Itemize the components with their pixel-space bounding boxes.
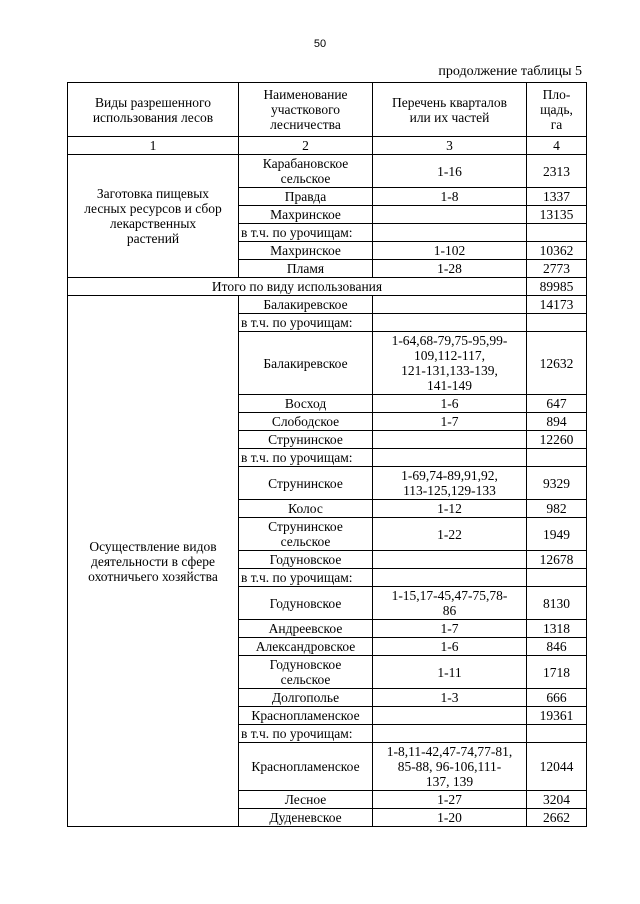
cell-text-line: в т.ч. по урочищам: (241, 315, 353, 330)
forestry-name-cell (239, 188, 373, 206)
cell-text-line: Виды разрешенного (95, 94, 211, 110)
table-caption: продолжение таблицы 5 (438, 64, 582, 79)
area-cell (527, 569, 587, 587)
cell-text-line: в т.ч. по урочищам: (241, 570, 353, 585)
area-cell (527, 224, 587, 242)
area-cell: 1718 (527, 656, 587, 689)
quarters-cell (373, 518, 527, 551)
quarters-cell (373, 206, 527, 224)
quarters-cell (373, 332, 527, 395)
quarters-cell (373, 791, 527, 809)
quarters-cell (373, 656, 527, 689)
cell-text-line: Андреевское (268, 621, 343, 636)
column-number-row (68, 137, 587, 155)
cell-text-line: Струнинское (268, 475, 343, 491)
column-header (239, 83, 373, 137)
column-number: 2 (239, 137, 373, 155)
cell-text-line: га (550, 117, 563, 132)
forestry-name-cell (239, 332, 373, 395)
quarters-cell (373, 224, 527, 242)
quarters-cell (373, 242, 527, 260)
quarters-cell (373, 155, 527, 188)
forestry-name-cell (239, 638, 373, 656)
quarters-cell (373, 587, 527, 620)
cell-text-line: 113-125,129-133 (403, 483, 496, 498)
column-header (527, 83, 587, 137)
cell-text-line: Краснопламенское (251, 759, 360, 774)
area-cell: 10362 (527, 242, 587, 260)
forestry-name-cell (239, 743, 373, 791)
area-cell: 2662 (527, 809, 587, 827)
forestry-name-cell (239, 551, 373, 569)
area-cell: 8130 (527, 587, 587, 620)
forestry-name-cell (239, 431, 373, 449)
quarters-cell (373, 809, 527, 827)
cell-text-line: лесных ресурсов и сбор (84, 201, 222, 216)
total-area: 89985 (527, 278, 587, 296)
cell-text-line: в т.ч. по урочищам: (241, 726, 353, 741)
quarters-cell (373, 314, 527, 332)
cell-text-line: 1-3 (440, 690, 459, 705)
forestry-name-cell (239, 395, 373, 413)
forestry-name-cell (239, 620, 373, 638)
forestry-name-cell (239, 569, 373, 587)
cell-text-line: Годуновское (269, 552, 342, 567)
table-row (68, 155, 587, 188)
quarters-cell (373, 500, 527, 518)
area-cell: 666 (527, 689, 587, 707)
column-number: 4 (527, 137, 587, 155)
cell-text-line: 1-15,17-45,47-75,78- (391, 588, 508, 603)
cell-text-line: 1-12 (437, 501, 462, 516)
area-cell: 13135 (527, 206, 587, 224)
area-cell (527, 449, 587, 467)
cell-text-line: 1-102 (433, 243, 466, 258)
quarters-cell (373, 413, 527, 431)
cell-text-line: лекарственных (109, 216, 197, 231)
cell-text-line: Александровское (255, 639, 356, 654)
cell-text-line: 1-11 (437, 664, 462, 680)
quarters-cell (373, 395, 527, 413)
quarters-cell (373, 725, 527, 743)
column-number: 3 (373, 137, 527, 155)
area-cell: 2313 (527, 155, 587, 188)
cell-text-line: Правда (284, 189, 327, 204)
cell-text-line: Осуществление видов (89, 538, 217, 554)
area-cell: 1318 (527, 620, 587, 638)
cell-text-line: сельское (280, 672, 331, 687)
area-cell: 14173 (527, 296, 587, 314)
cell-text-line: 1-7 (440, 414, 459, 429)
cell-text-line: 1-22 (437, 526, 462, 542)
area-cell (527, 725, 587, 743)
cell-text-line: Лесное (284, 792, 327, 807)
use-type-cell (68, 155, 239, 278)
cell-text-line: Карабановское (262, 156, 349, 171)
cell-text-line: сельское (280, 171, 331, 186)
header-row (68, 83, 587, 137)
cell-text-line: Краснопламенское (251, 708, 360, 723)
area-cell: 12260 (527, 431, 587, 449)
forestry-name-cell (239, 518, 373, 551)
column-header (373, 83, 527, 137)
area-cell: 12044 (527, 743, 587, 791)
quarters-cell (373, 689, 527, 707)
page-number: 50 (313, 38, 327, 50)
forestry-name-cell (239, 242, 373, 260)
forestry-name-cell (239, 155, 373, 188)
cell-text-line: 86 (442, 603, 457, 618)
cell-text-line: 141-149 (427, 378, 472, 393)
forestry-name-cell (239, 260, 373, 278)
use-type-cell (68, 296, 239, 827)
quarters-cell (373, 551, 527, 569)
quarters-cell (373, 260, 527, 278)
cell-text-line: в т.ч. по урочищам: (241, 225, 353, 240)
area-cell: 846 (527, 638, 587, 656)
cell-text-line: щадь, (540, 102, 573, 117)
forestry-name-cell (239, 500, 373, 518)
area-cell: 894 (527, 413, 587, 431)
cell-text-line: Годуновское (269, 595, 342, 611)
forestry-name-cell (239, 809, 373, 827)
cell-text-line: Балакиревское (263, 297, 348, 312)
cell-text-line: использования лесов (92, 109, 214, 125)
quarters-cell (373, 188, 527, 206)
cell-text-line: или их частей (409, 109, 490, 125)
cell-text-line: 1-8,11-42,47-74,77-81, (386, 744, 513, 759)
quarters-cell (373, 449, 527, 467)
quarters-cell (373, 569, 527, 587)
cell-text-line: Дуденевское (269, 810, 342, 825)
column-number: 1 (68, 137, 239, 155)
cell-text-line: деятельности в сфере (90, 553, 216, 569)
area-cell: 19361 (527, 707, 587, 725)
forestry-name-cell (239, 413, 373, 431)
cell-text-line: 1-8 (440, 189, 459, 204)
cell-text-line: лесничества (270, 117, 341, 132)
cell-text-line: охотничьего хозяйства (88, 568, 218, 584)
cell-text-line: 1-27 (437, 792, 462, 807)
cell-text-line: Балакиревское (263, 355, 348, 371)
cell-text-line: 121-131,133-139, (401, 363, 498, 378)
cell-text-line: Заготовка пищевых (96, 186, 210, 201)
forestry-name-cell (239, 725, 373, 743)
area-cell: 1949 (527, 518, 587, 551)
forestry-name-cell (239, 791, 373, 809)
table-row (68, 296, 587, 314)
cell-text-line: 1-20 (437, 810, 462, 825)
area-cell: 12678 (527, 551, 587, 569)
column-header (68, 83, 239, 137)
forest-use-table (67, 82, 587, 827)
cell-text-line: 1-7 (440, 621, 459, 636)
cell-text-line: 109,112-117, (414, 348, 485, 363)
forestry-name-cell (239, 467, 373, 500)
forestry-name-cell (239, 689, 373, 707)
area-cell (527, 314, 587, 332)
area-cell: 1337 (527, 188, 587, 206)
quarters-cell (373, 638, 527, 656)
cell-text-line: Наименование (263, 87, 348, 102)
cell-text-line: Перечень кварталов (391, 94, 508, 110)
cell-text-line: Годуновское (269, 657, 342, 672)
cell-text-line: Махринское (270, 243, 341, 258)
cell-text-line: Махринское (270, 207, 341, 222)
cell-text-line: 1-69,74-89,91,92, (401, 468, 498, 483)
area-cell: 9329 (527, 467, 587, 500)
total-row (68, 278, 587, 296)
cell-text-line: 85-88, 96-106,111- (397, 759, 502, 774)
cell-text-line: 1-6 (440, 639, 459, 654)
forestry-name-cell (239, 314, 373, 332)
cell-text-line: Колос (288, 501, 323, 516)
cell-text-line: сельское (280, 534, 331, 549)
forestry-name-cell (239, 587, 373, 620)
area-cell: 3204 (527, 791, 587, 809)
cell-text-line: 1-28 (437, 261, 462, 276)
area-cell: 647 (527, 395, 587, 413)
forestry-name-cell (239, 707, 373, 725)
cell-text-line: Пламя (286, 261, 325, 276)
total-label: Итого по виду использования (68, 278, 527, 296)
cell-text-line: в т.ч. по урочищам: (241, 450, 353, 465)
cell-text-line: 1-16 (437, 163, 462, 179)
cell-text-line: 137, 139 (425, 774, 474, 789)
cell-text-line: Струнинское (268, 519, 343, 534)
forestry-name-cell (239, 224, 373, 242)
forestry-name-cell (239, 206, 373, 224)
quarters-cell (373, 431, 527, 449)
cell-text-line: Струнинское (268, 432, 343, 447)
cell-text-line: 1-64,68-79,75-95,99- (391, 333, 508, 348)
quarters-cell (373, 707, 527, 725)
area-cell: 982 (527, 500, 587, 518)
cell-text-line: участкового (270, 102, 341, 117)
cell-text-line: Долгополье (271, 690, 340, 705)
area-cell: 12632 (527, 332, 587, 395)
area-cell: 2773 (527, 260, 587, 278)
cell-text-line: Пло- (542, 87, 571, 102)
cell-text-line: Восход (284, 396, 327, 411)
forestry-name-cell (239, 449, 373, 467)
cell-text-line: Слободское (271, 414, 340, 429)
quarters-cell (373, 467, 527, 500)
forestry-name-cell (239, 656, 373, 689)
cell-text-line: 1-6 (440, 396, 459, 411)
forestry-name-cell (239, 296, 373, 314)
cell-text-line: растений (126, 231, 180, 246)
quarters-cell (373, 296, 527, 314)
quarters-cell (373, 743, 527, 791)
quarters-cell (373, 620, 527, 638)
